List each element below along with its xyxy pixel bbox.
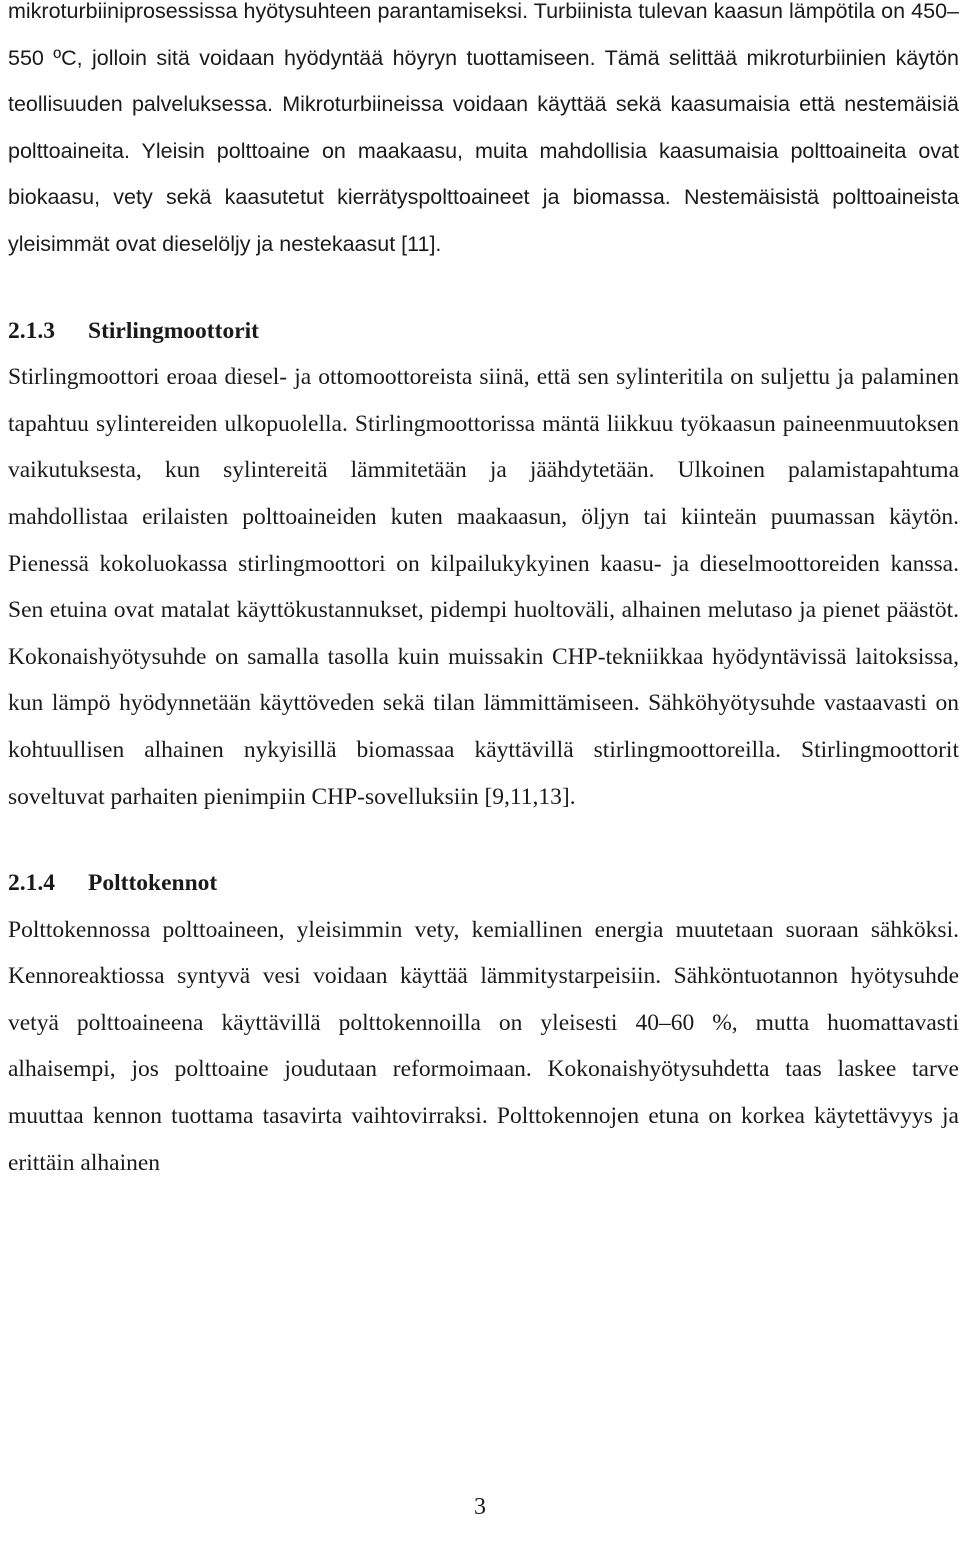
fuelcells-paragraph: Polttokennossa polttoaineen, yleisimmin vety, kemiallinen energia muutetaan suoraan sähköksi. Kennoreaktiossa syntyvä vesi voidaan käyttää lämmitystarpeisiin. Sähköntuotannon hyötysuhde vetyä polttoaineena käyttävillä polttokennoilla on yleisesti 40–60 %, mutta huomattavasti alhaisempi, jos polttoaine joudutaan reformoimaan. Kokonaishyötysuhdetta taas laskee tarve muuttaa kennon tuottama tasavirta vaihtovirraksi. Polttokennojen etuna on korkea käytettävyys ja erittäin alhainen	[8, 916, 959, 1176]
section-heading-fuelcells	[8, 860, 959, 907]
section-gap	[8, 268, 959, 308]
section-number: 2.1.4	[8, 870, 55, 897]
intro-paragraph: mikroturbiiniprosessissa hyötysuhteen parantamiseksi. Turbiinista tulevan kaasun lämpötila on 450–550 ºC, jolloin sitä voidaan hyödyntää höyryn tuottamiseen. Tämä selittää mikroturbiinien käytön teollisuuden palveluksessa. Mikroturbiineissa voidaan käyttää sekä kaasumaisia että nestemäisiä polttoaineita. Yleisin polttoaine on maakaasu, muita mahdollisia kaasumaisia polttoaineita ovat biokaasu, vety sekä kaasutetut kierrätyspolttoaineet ja biomassa. Nestemäisistä polttoaineista yleisimmät ovat dieselöljy ja nestekaasut [11].	[8, 0, 959, 256]
section-gap	[8, 820, 959, 860]
section-number: 2.1.3	[8, 317, 55, 344]
section-title: Stirlingmoottorit	[88, 317, 259, 344]
section-title: Polttokennot	[88, 870, 218, 897]
section-heading-stirling	[8, 308, 959, 355]
page-number: 3	[474, 1494, 486, 1520]
stirling-paragraph: Stirlingmoottori eroaa diesel- ja ottomoottoreista siinä, että sen sylinteritila on suljettu ja palaminen tapahtuu sylintereiden ulkopuolella. Stirlingmoottorissa mäntä liikkuu työkaasun paineenmuutoksen vaikutuksesta, kun sylintereitä lämmitetään ja jäähdytetään. Ulkoinen palamistapahtuma mahdollistaa erilaisten polttoaineiden kuten maakaasun, öljyn tai kiinteän puumassan käytön. Pienessä kokoluokassa stirlingmoottori on kilpailukykyinen kaasu- ja dieselmoottoreiden kanssa. Sen etuina ovat matalat käyttökustannukset, pidempi huoltoväli, alhainen melutaso ja pienet päästöt. Kokonaishyötysuhde on samalla tasolla kuin muissakin CHP-tekniikkaa hyödyntävissä laitoksissa, kun lämpö hyödynnetään käyttöveden sekä tilan lämmittämiseen. Sähköhyötysuhde vastaavasti on kohtuullisen alhainen nykyisillä biomassaa käyttävillä stirlingmoottoreilla. Stirlingmoottorit soveltuvat parhaiten pienimpiin CHP-sovelluksiin [9,11,13].	[8, 364, 959, 810]
document-page	[8, 0, 959, 1186]
